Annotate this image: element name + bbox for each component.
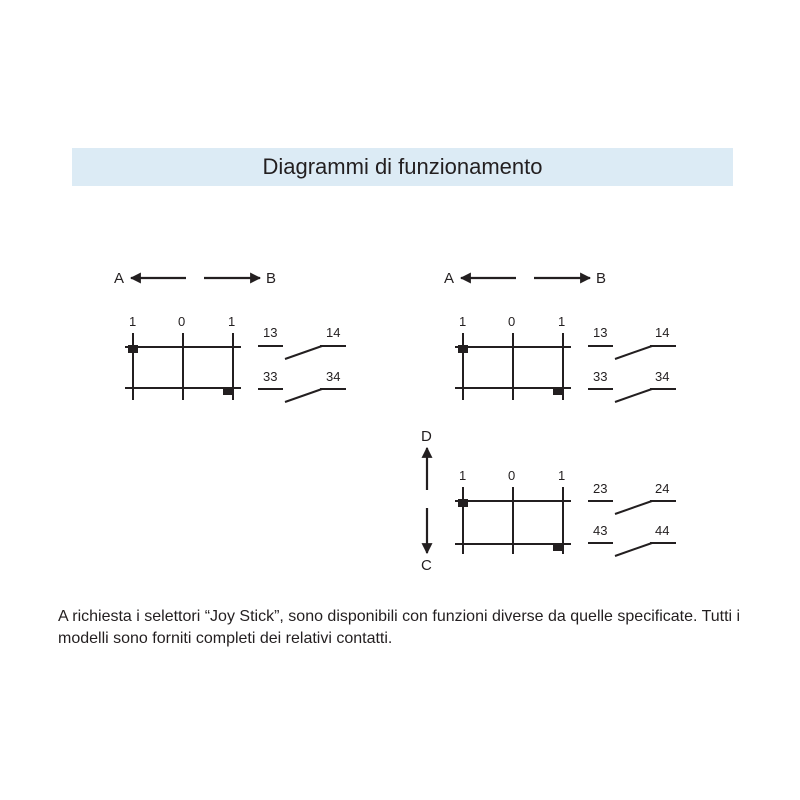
contact-symbol [258,389,346,402]
terminal-label: 33 [263,369,278,384]
terminal-label: 13 [593,325,608,340]
label-d: D [421,428,432,445]
position-label: 0 [178,314,186,329]
contact-closed-marker [553,543,563,551]
diagram-right-bottom [421,428,676,574]
contact-closed-marker [553,387,563,395]
label-a: A [444,270,455,287]
label-c: C [421,557,432,574]
page-title: Diagrammi di funzionamento [262,154,543,179]
position-label: 1 [459,468,467,483]
terminal-label: 14 [326,325,341,340]
terminal-label: 33 [593,369,608,384]
terminal-label: 23 [593,481,608,496]
terminal-label: 44 [655,523,670,538]
diagram-right-top [444,270,676,402]
label-b: B [596,270,607,287]
label-a: A [114,270,125,287]
position-label: 1 [129,314,137,329]
terminal-label: 14 [655,325,670,340]
contact-closed-marker [128,345,138,353]
contact-symbol [258,346,346,359]
position-label: 1 [459,314,467,329]
position-label: 0 [508,468,516,483]
position-label: 0 [508,314,516,329]
contact-symbol [588,389,676,402]
contact-symbol [588,543,676,556]
terminal-label: 34 [326,369,341,384]
terminal-label: 13 [263,325,278,340]
label-b: B [266,270,277,287]
position-label: 1 [228,314,236,329]
contact-closed-marker [458,499,468,507]
terminal-label: 24 [655,481,670,496]
diagram-left [114,270,346,402]
contact-symbol [588,501,676,514]
terminal-label: 43 [593,523,608,538]
terminal-label: 34 [655,369,670,384]
contact-symbol [588,346,676,359]
position-label: 1 [558,314,566,329]
contact-closed-marker [223,387,233,395]
footnote: A richiesta i selettori “Joy Stick”, sono disponibili con funzioni diverse da quelle specificate. Tutti i modelli sono forniti completi dei relativi contatti. [58,608,741,647]
position-label: 1 [558,468,566,483]
contact-closed-marker [458,345,468,353]
